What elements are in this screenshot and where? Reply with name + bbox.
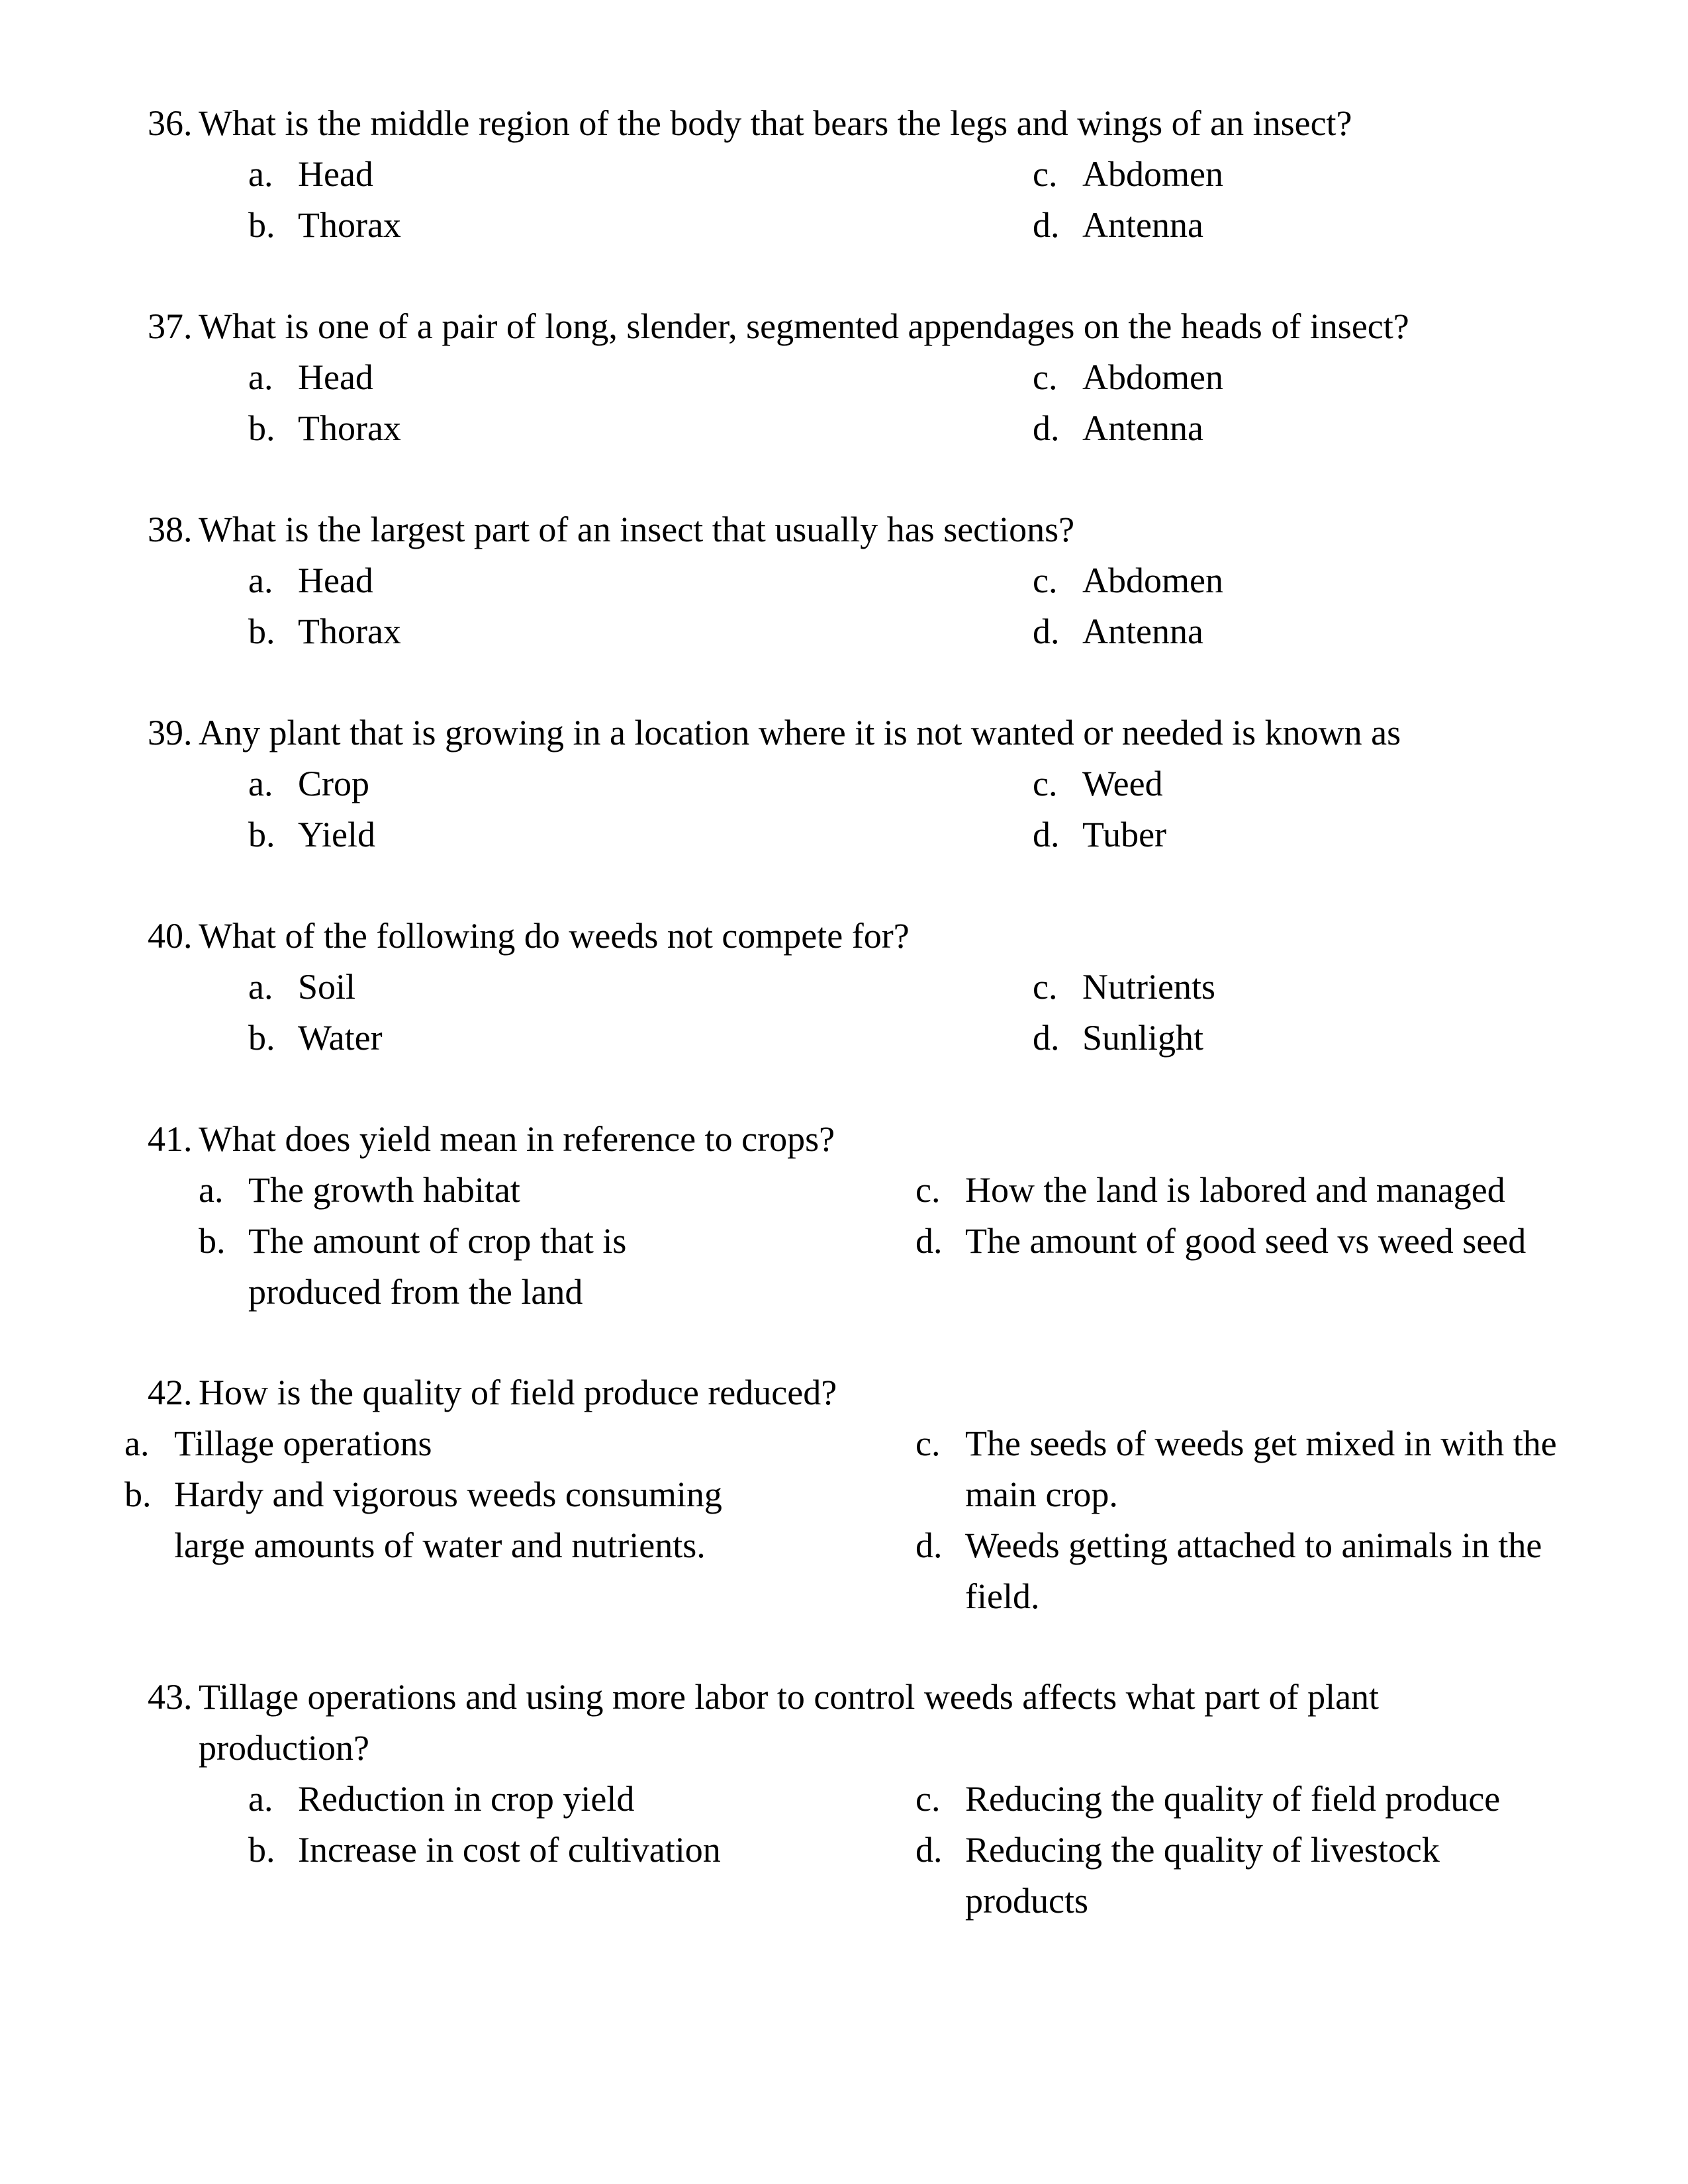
question-text: How is the quality of field produce reduced? bbox=[199, 1373, 837, 1412]
option-letter: a. bbox=[248, 561, 273, 600]
question-37 bbox=[148, 301, 1571, 454]
question-text: What is the largest part of an insect that usually has sections? bbox=[199, 510, 1075, 549]
options bbox=[148, 1165, 1571, 1318]
question-stem bbox=[148, 1114, 1571, 1165]
option-letter: a. bbox=[248, 154, 273, 194]
option-text: Head bbox=[298, 154, 373, 194]
option-text: The seeds of weeds get mixed in with the main crop. bbox=[965, 1424, 1557, 1514]
option-text: How the land is labored and managed bbox=[965, 1170, 1505, 1210]
option-a[interactable] bbox=[248, 758, 369, 809]
option-a[interactable] bbox=[124, 1418, 432, 1469]
option-letter: a. bbox=[248, 1779, 273, 1819]
option-letter: d. bbox=[1033, 815, 1060, 854]
option-text: Head bbox=[298, 561, 373, 600]
options bbox=[148, 555, 1571, 657]
option-b[interactable] bbox=[248, 1825, 721, 1876]
question-stem bbox=[148, 911, 1571, 962]
question-42 bbox=[124, 1367, 1571, 1622]
option-text: Thorax bbox=[298, 612, 401, 651]
option-letter: c. bbox=[1033, 764, 1058, 803]
option-d[interactable] bbox=[915, 1825, 1515, 1927]
options bbox=[148, 1774, 1571, 1927]
option-letter: c. bbox=[915, 1779, 941, 1819]
option-letter: c. bbox=[1033, 561, 1058, 600]
option-text: Tillage operations bbox=[174, 1424, 432, 1463]
option-text: Reducing the quality of field produce bbox=[965, 1779, 1501, 1819]
option-letter: b. bbox=[248, 205, 275, 245]
option-text: Increase in cost of cultivation bbox=[298, 1830, 721, 1870]
option-text: Reduction in crop yield bbox=[298, 1779, 635, 1819]
option-b[interactable] bbox=[248, 403, 401, 454]
option-b[interactable] bbox=[248, 606, 401, 657]
option-text: The amount of crop that is produced from the land bbox=[248, 1221, 627, 1312]
question-number: 43. bbox=[148, 1677, 193, 1717]
question-40 bbox=[148, 911, 1571, 1064]
option-letter: a. bbox=[248, 967, 273, 1007]
option-d[interactable] bbox=[1033, 809, 1167, 860]
question-number: 42. bbox=[148, 1373, 193, 1412]
question-number: 37. bbox=[148, 306, 193, 346]
options bbox=[124, 1418, 1571, 1622]
question-text: What is the middle region of the body that bears the legs and wings of an insect? bbox=[199, 103, 1352, 143]
option-letter: b. bbox=[248, 1830, 275, 1870]
option-text: Crop bbox=[298, 764, 369, 803]
option-letter: c. bbox=[915, 1424, 941, 1463]
option-text: Antenna bbox=[1082, 612, 1203, 651]
option-a[interactable] bbox=[199, 1165, 520, 1216]
options bbox=[148, 352, 1571, 454]
question-stem bbox=[148, 301, 1571, 352]
option-text: Abdomen bbox=[1082, 154, 1223, 194]
option-b[interactable] bbox=[248, 200, 401, 251]
option-c[interactable] bbox=[1033, 149, 1223, 200]
option-c[interactable] bbox=[915, 1165, 1505, 1216]
option-text: Abdomen bbox=[1082, 561, 1223, 600]
option-d[interactable] bbox=[1033, 200, 1203, 251]
option-text: Reducing the quality of livestock products bbox=[965, 1830, 1440, 1921]
options bbox=[148, 758, 1571, 860]
option-letter: d. bbox=[915, 1525, 943, 1565]
option-c[interactable] bbox=[1033, 962, 1215, 1013]
option-d[interactable] bbox=[1033, 403, 1203, 454]
option-d[interactable] bbox=[915, 1216, 1526, 1267]
option-letter: b. bbox=[248, 1018, 275, 1058]
question-stem bbox=[148, 707, 1571, 758]
question-stem bbox=[148, 98, 1571, 149]
option-letter: b. bbox=[248, 815, 275, 854]
option-letter: d. bbox=[1033, 408, 1060, 448]
option-letter: a. bbox=[248, 764, 273, 803]
option-a[interactable] bbox=[248, 555, 373, 606]
option-text: Weed bbox=[1082, 764, 1163, 803]
option-text: Head bbox=[298, 357, 373, 397]
question-text: Tillage operations and using more labor to control weeds affects what part of plant production? bbox=[199, 1677, 1380, 1768]
option-c[interactable] bbox=[1033, 352, 1223, 403]
question-stem bbox=[148, 1367, 1571, 1418]
option-c[interactable] bbox=[1033, 758, 1163, 809]
option-letter: a. bbox=[124, 1424, 150, 1463]
option-letter: b. bbox=[248, 612, 275, 651]
option-c[interactable] bbox=[915, 1418, 1561, 1520]
question-stem bbox=[148, 504, 1571, 555]
option-text: Thorax bbox=[298, 205, 401, 245]
option-text: Yield bbox=[298, 815, 375, 854]
option-letter: b. bbox=[248, 408, 275, 448]
option-text: Water bbox=[298, 1018, 383, 1058]
option-text: Sunlight bbox=[1082, 1018, 1204, 1058]
option-d[interactable] bbox=[915, 1520, 1561, 1622]
option-letter: d. bbox=[1033, 612, 1060, 651]
option-d[interactable] bbox=[1033, 1013, 1204, 1064]
option-text: Soil bbox=[298, 967, 356, 1007]
question-36 bbox=[148, 98, 1571, 251]
option-text: Nutrients bbox=[1082, 967, 1215, 1007]
option-text: Hardy and vigorous weeds consuming large amounts of water and nutrients. bbox=[174, 1475, 722, 1565]
option-text: Antenna bbox=[1082, 408, 1203, 448]
option-c[interactable] bbox=[1033, 555, 1223, 606]
option-c[interactable] bbox=[915, 1774, 1501, 1825]
option-letter: c. bbox=[1033, 154, 1058, 194]
question-number: 39. bbox=[148, 713, 193, 752]
option-a[interactable] bbox=[248, 1774, 635, 1825]
option-text: Tuber bbox=[1082, 815, 1167, 854]
option-text: Abdomen bbox=[1082, 357, 1223, 397]
question-number: 41. bbox=[148, 1119, 193, 1159]
option-letter: d. bbox=[915, 1830, 943, 1870]
option-letter: a. bbox=[248, 357, 273, 397]
question-text: What of the following do weeds not compete for? bbox=[199, 916, 910, 956]
option-letter: b. bbox=[199, 1221, 226, 1261]
question-stem bbox=[148, 1672, 1523, 1774]
question-39 bbox=[148, 707, 1571, 860]
question-text: Any plant that is growing in a location where it is not wanted or needed is known as bbox=[199, 713, 1401, 752]
option-text: The growth habitat bbox=[248, 1170, 520, 1210]
option-b[interactable] bbox=[199, 1216, 725, 1318]
option-b[interactable] bbox=[248, 809, 375, 860]
option-letter: a. bbox=[199, 1170, 224, 1210]
option-d[interactable] bbox=[1033, 606, 1203, 657]
option-text: The amount of good seed vs weed seed bbox=[965, 1221, 1526, 1261]
question-number: 38. bbox=[148, 510, 193, 549]
option-b[interactable] bbox=[248, 1013, 383, 1064]
options bbox=[148, 962, 1571, 1064]
option-text: Antenna bbox=[1082, 205, 1203, 245]
question-41 bbox=[148, 1114, 1571, 1318]
option-letter: c. bbox=[1033, 967, 1058, 1007]
option-letter: b. bbox=[124, 1475, 152, 1514]
option-b[interactable] bbox=[124, 1469, 770, 1571]
question-text: What does yield mean in reference to crops? bbox=[199, 1119, 835, 1159]
option-letter: d. bbox=[1033, 205, 1060, 245]
option-a[interactable] bbox=[248, 149, 373, 200]
question-text: What is one of a pair of long, slender, segmented appendages on the heads of insect? bbox=[199, 306, 1409, 346]
option-letter: d. bbox=[915, 1221, 943, 1261]
question-number: 36. bbox=[148, 103, 193, 143]
option-text: Thorax bbox=[298, 408, 401, 448]
question-43 bbox=[148, 1672, 1571, 1927]
option-letter: c. bbox=[1033, 357, 1058, 397]
option-a[interactable] bbox=[248, 352, 373, 403]
options bbox=[148, 149, 1571, 251]
option-text: Weeds getting attached to animals in the field. bbox=[965, 1525, 1542, 1616]
option-a[interactable] bbox=[248, 962, 356, 1013]
option-letter: d. bbox=[1033, 1018, 1060, 1058]
question-number: 40. bbox=[148, 916, 193, 956]
question-38 bbox=[148, 504, 1571, 657]
option-letter: c. bbox=[915, 1170, 941, 1210]
